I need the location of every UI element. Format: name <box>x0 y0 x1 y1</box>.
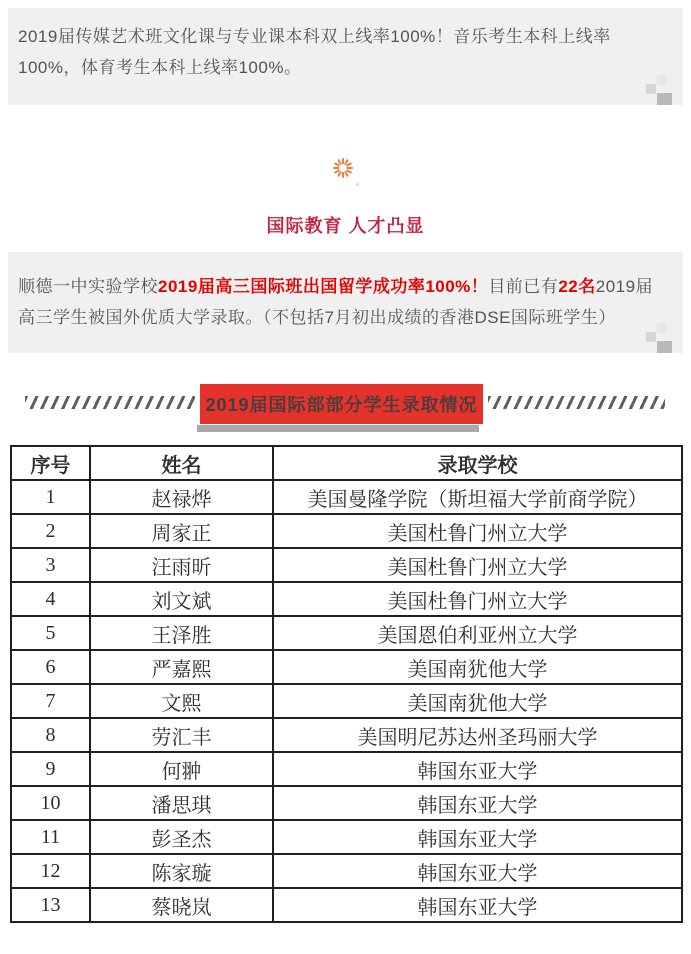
table-row <box>11 786 682 820</box>
cell-name: 汪雨昕 <box>90 548 273 582</box>
cell-school: 韩国东亚大学 <box>273 854 682 888</box>
cell-name: 蔡晓岚 <box>90 888 273 922</box>
cell-no: 9 <box>11 752 90 786</box>
pixel-stairs-decoration <box>643 313 683 353</box>
paragraph-card-1 <box>8 8 683 105</box>
paragraph-1-text: 2019届传媒艺术班文化课与专业课本科双上线率100%！音乐考生本科上线率100%，体育考生本科上线率100%。 <box>18 27 611 77</box>
cell-school: 美国南犹他大学 <box>273 650 682 684</box>
table-row <box>11 684 682 718</box>
cell-school: 韩国东亚大学 <box>273 786 682 820</box>
paragraph-2-highlight-1: 2019届高三国际班出国留学成功率100%！ <box>158 277 489 296</box>
cell-school: 韩国东亚大学 <box>273 888 682 922</box>
cell-school: 美国杜鲁门州立大学 <box>273 582 682 616</box>
banner-shadow <box>197 425 479 432</box>
header-name: 姓名 <box>90 446 273 480</box>
cell-no: 12 <box>11 854 90 888</box>
paragraph-2-prefix: 顺德一中实验学校 <box>18 277 158 296</box>
cell-school: 美国杜鲁门州立大学 <box>273 548 682 582</box>
cell-no: 3 <box>11 548 90 582</box>
cell-school: 韩国东亚大学 <box>273 820 682 854</box>
cell-name: 周家正 <box>90 514 273 548</box>
cell-school: 美国恩伯利亚州立大学 <box>273 616 682 650</box>
paragraph-card-2 <box>8 252 683 353</box>
section-heading: 国际教育 人才凸显 <box>266 216 425 236</box>
table-row <box>11 888 682 922</box>
cell-no: 2 <box>11 514 90 548</box>
cell-no: 13 <box>11 888 90 922</box>
cell-no: 7 <box>11 684 90 718</box>
cell-name: 劳汇丰 <box>90 718 273 752</box>
header-no: 序号 <box>11 446 90 480</box>
table-row <box>11 650 682 684</box>
cell-no: 5 <box>11 616 90 650</box>
cell-no: 11 <box>11 820 90 854</box>
table-row <box>11 548 682 582</box>
table-row <box>11 616 682 650</box>
cell-name: 王泽胜 <box>90 616 273 650</box>
cell-name: 何翀 <box>90 752 273 786</box>
starburst-icon <box>333 158 353 178</box>
table-row <box>11 514 682 548</box>
table-row <box>11 718 682 752</box>
cell-school: 美国南犹他大学 <box>273 684 682 718</box>
cell-no: 6 <box>11 650 90 684</box>
diagonal-stripes-right <box>488 396 665 409</box>
cell-name: 潘思琪 <box>90 786 273 820</box>
table-header-row <box>11 446 682 480</box>
cell-school: 美国曼隆学院（斯坦福大学前商学院） <box>273 480 682 514</box>
cell-name: 文熙 <box>90 684 273 718</box>
dot-decoration <box>356 183 359 186</box>
header-school: 录取学校 <box>273 446 682 480</box>
cell-no: 10 <box>11 786 90 820</box>
cell-name: 刘文斌 <box>90 582 273 616</box>
banner-title: 2019届国际部部分学生录取情况 <box>200 384 483 424</box>
table-row <box>11 820 682 854</box>
cell-school: 美国明尼苏达州圣玛丽大学 <box>273 718 682 752</box>
diagonal-stripes-left <box>25 396 195 409</box>
paragraph-2-middle: 目前已有 <box>488 277 559 296</box>
cell-no: 4 <box>11 582 90 616</box>
paragraph-2-suffix: 2019届高三学生被国外优质大学录取。（不包括7月初出成绩的香港DSE国际班学生） <box>18 277 654 327</box>
table-row <box>11 752 682 786</box>
table-row <box>11 854 682 888</box>
cell-name: 彭圣杰 <box>90 820 273 854</box>
pixel-stairs-decoration <box>643 65 683 105</box>
table-row <box>11 480 682 514</box>
cell-name: 赵禄烨 <box>90 480 273 514</box>
cell-name: 陈家璇 <box>90 854 273 888</box>
cell-name: 严嘉熙 <box>90 650 273 684</box>
cell-school: 美国杜鲁门州立大学 <box>273 514 682 548</box>
table-row <box>11 582 682 616</box>
admissions-table <box>10 445 683 923</box>
cell-no: 1 <box>11 480 90 514</box>
paragraph-2-highlight-2: 22名 <box>558 277 596 296</box>
cell-no: 8 <box>11 718 90 752</box>
cell-school: 韩国东亚大学 <box>273 752 682 786</box>
